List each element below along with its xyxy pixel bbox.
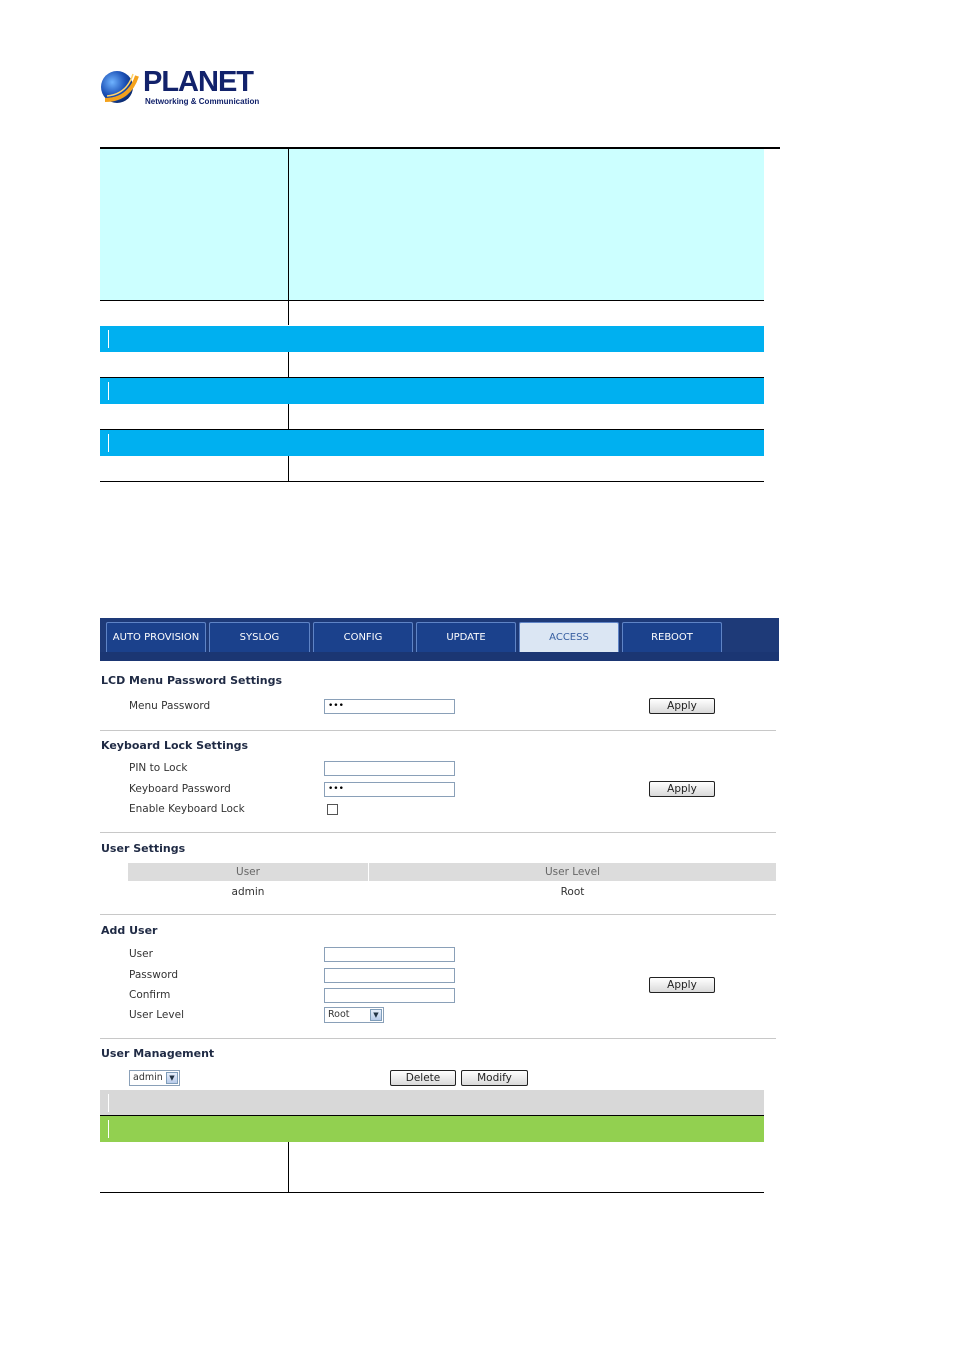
enable-keyboard-lock-label: Enable Keyboard Lock [129, 803, 245, 815]
chevron-down-icon: ▼ [370, 1009, 382, 1021]
chevron-down-icon: ▼ [166, 1072, 178, 1084]
table-row-line [100, 300, 764, 301]
table-row-line [100, 481, 764, 482]
new-user-label: User [129, 948, 153, 960]
brand-name: PLANET [143, 66, 253, 98]
section-title-user-settings: User Settings [101, 842, 186, 855]
user-level-select[interactable] [324, 1007, 384, 1023]
section-divider [100, 832, 776, 833]
user-select[interactable] [129, 1070, 180, 1086]
enable-keyboard-lock-checkbox[interactable] [327, 804, 338, 815]
header-bar [100, 378, 764, 404]
planet-logo [99, 66, 259, 110]
user-level-cell: Root [560, 886, 585, 898]
new-password-input[interactable] [324, 968, 455, 983]
tab-config[interactable]: CONFIG [313, 622, 413, 652]
tab-auto-provision[interactable]: AUTO PROVISION [106, 622, 206, 652]
section-divider [100, 1038, 776, 1039]
header-bar [100, 326, 764, 352]
user-level-value: Root [328, 1009, 350, 1020]
selected-user: admin [133, 1072, 163, 1083]
table-divider [288, 456, 289, 482]
green-header-bar [100, 1116, 764, 1142]
tab-reboot[interactable]: REBOOT [622, 622, 722, 652]
brand-tagline: Networking & Communication [145, 97, 260, 106]
pin-input[interactable] [324, 761, 455, 776]
table-divider [288, 404, 289, 430]
cyan-cell [100, 149, 764, 300]
confirm-label: Confirm [129, 989, 171, 1001]
section-title-add-user: Add User [101, 924, 158, 937]
section-divider [100, 730, 776, 731]
table-row-line [100, 1192, 764, 1193]
tab-update[interactable]: UPDATE [416, 622, 516, 652]
section-title-lcd: LCD Menu Password Settings [101, 674, 282, 687]
tab-access[interactable]: ACCESS [519, 622, 619, 652]
add-user-apply-button[interactable]: Apply [649, 977, 715, 993]
section-title-user-management: User Management [101, 1047, 215, 1060]
menu-password-label: Menu Password [129, 700, 211, 712]
confirm-input[interactable] [324, 988, 455, 1003]
column-header-user: User [128, 863, 368, 881]
lcd-apply-button[interactable]: Apply [649, 698, 715, 714]
section-title-keyboard: Keyboard Lock Settings [101, 739, 249, 752]
menu-password-input[interactable]: ••• [324, 699, 455, 714]
table-divider [288, 1142, 289, 1193]
keyboard-apply-button[interactable]: Apply [649, 781, 715, 797]
section-divider [100, 914, 776, 915]
globe-icon [99, 66, 141, 108]
grey-header-row [100, 1090, 764, 1115]
header-bar [100, 430, 764, 456]
new-password-label: Password [129, 969, 179, 981]
column-header-user-level: User Level [369, 863, 776, 881]
tab-strip [100, 652, 779, 661]
keyboard-password-label: Keyboard Password [129, 783, 231, 795]
table-divider [288, 352, 289, 378]
pin-label: PIN to Lock [129, 762, 188, 774]
user-level-label: User Level [129, 1009, 184, 1021]
keyboard-password-input[interactable]: ••• [324, 782, 455, 797]
delete-button[interactable]: Delete [390, 1070, 456, 1086]
new-user-input[interactable] [324, 947, 455, 962]
user-cell: admin [231, 886, 265, 898]
modify-button[interactable]: Modify [461, 1070, 528, 1086]
table-divider [288, 149, 289, 325]
tab-syslog[interactable]: SYSLOG [209, 622, 310, 652]
